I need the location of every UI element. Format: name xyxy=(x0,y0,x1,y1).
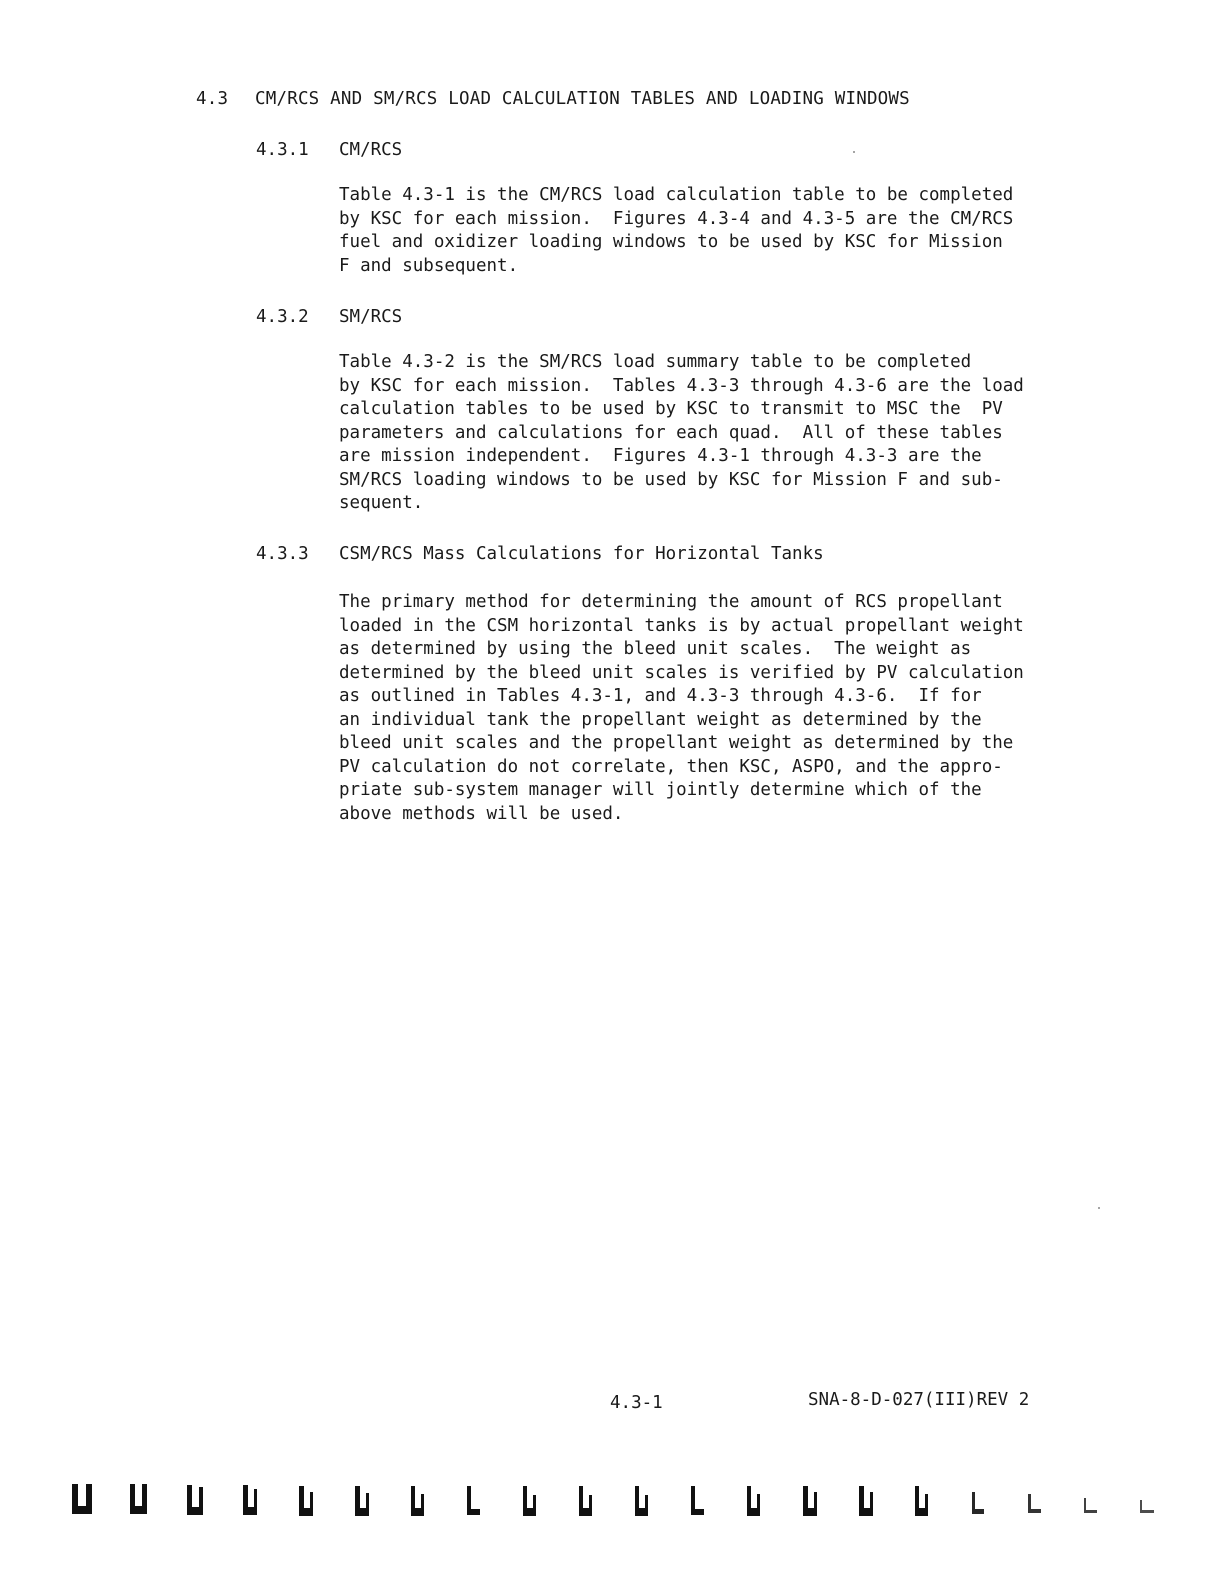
paragraph-line: an individual tank the propellant weight as determined by the xyxy=(339,709,982,730)
paragraph-line: bleed unit scales and the propellant weight as determined by the xyxy=(339,733,1014,753)
subsection-title: CSM/RCS Mass Calculations for Horizontal Tanks xyxy=(339,544,824,564)
subsection-number: 4.3.2 xyxy=(256,307,309,327)
subsection-number: 4.3.1 xyxy=(256,140,309,160)
section-title: CM/RCS AND SM/RCS LOAD CALCULATION TABLES AND LOADING WINDOWS xyxy=(255,89,910,109)
film-edge-marks-graphic xyxy=(70,1478,1160,1518)
paragraph-line: sequent. xyxy=(339,493,424,513)
section-number: 4.3 xyxy=(196,89,229,109)
paragraph-line: SM/RCS loading windows to be used by KSC for Mission F and sub- xyxy=(339,469,1003,490)
paragraph-line: calculation tables to be used by KSC to transmit to MSC the PV xyxy=(339,399,1003,419)
paragraph-line: Table 4.3-2 is the SM/RCS load summary table to be completed xyxy=(339,352,972,372)
paragraph-line: above methods will be used. xyxy=(339,803,624,824)
paragraph-line: The primary method for determining the amount of RCS propellant xyxy=(339,592,1003,612)
subsection-heading-4-3-2 xyxy=(256,307,402,327)
paragraph-line: fuel and oxidizer loading windows to be used by KSC for Mission xyxy=(339,232,1003,252)
subsection-heading-4-3-3 xyxy=(256,544,824,564)
scan-speck xyxy=(853,151,855,153)
paragraph-cm-rcs xyxy=(339,184,1119,278)
paragraph-line: as determined by using the bleed unit scales. The weight as xyxy=(339,639,972,659)
document-id: SNA-8-D-027(III)REV 2 xyxy=(808,1390,1030,1410)
section-heading xyxy=(196,89,910,109)
paragraph-line: as outlined in Tables 4.3-1, and 4.3-3 through 4.3-6. If for xyxy=(339,686,982,706)
paragraph-line: determined by the bleed unit scales is verified by PV calculation xyxy=(339,662,1024,683)
paragraph-line: by KSC for each mission. Tables 4.3-3 through 4.3-6 are the load xyxy=(339,375,1024,396)
scan-speck xyxy=(1098,1207,1100,1209)
subsection-heading-4-3-1 xyxy=(256,140,402,160)
page-number: 4.3-1 xyxy=(610,1393,663,1413)
paragraph-line: parameters and calculations for each quad. All of these tables xyxy=(339,422,1003,443)
subsection-title: CM/RCS xyxy=(339,140,403,160)
paragraph-csm-rcs-mass xyxy=(339,591,1119,826)
paragraph-line: Table 4.3-1 is the CM/RCS load calculation table to be completed xyxy=(339,185,1014,205)
paragraph-line: priate sub-system manager will jointly determine which of the xyxy=(339,780,982,800)
paragraph-line: F and subsequent. xyxy=(339,255,519,276)
paragraph-line: loaded in the CSM horizontal tanks is by actual propellant weight xyxy=(339,615,1024,636)
subsection-title: SM/RCS xyxy=(339,307,403,327)
paragraph-line: by KSC for each mission. Figures 4.3-4 and 4.3-5 are the CM/RCS xyxy=(339,208,1014,229)
paragraph-line: are mission independent. Figures 4.3-1 through 4.3-3 are the xyxy=(339,446,982,466)
film-edge-marks xyxy=(70,1478,1160,1518)
paragraph-line: PV calculation do not correlate, then KSC, ASPO, and the appro- xyxy=(339,756,1003,777)
paragraph-sm-rcs xyxy=(339,351,1119,516)
subsection-number: 4.3.3 xyxy=(256,544,309,564)
